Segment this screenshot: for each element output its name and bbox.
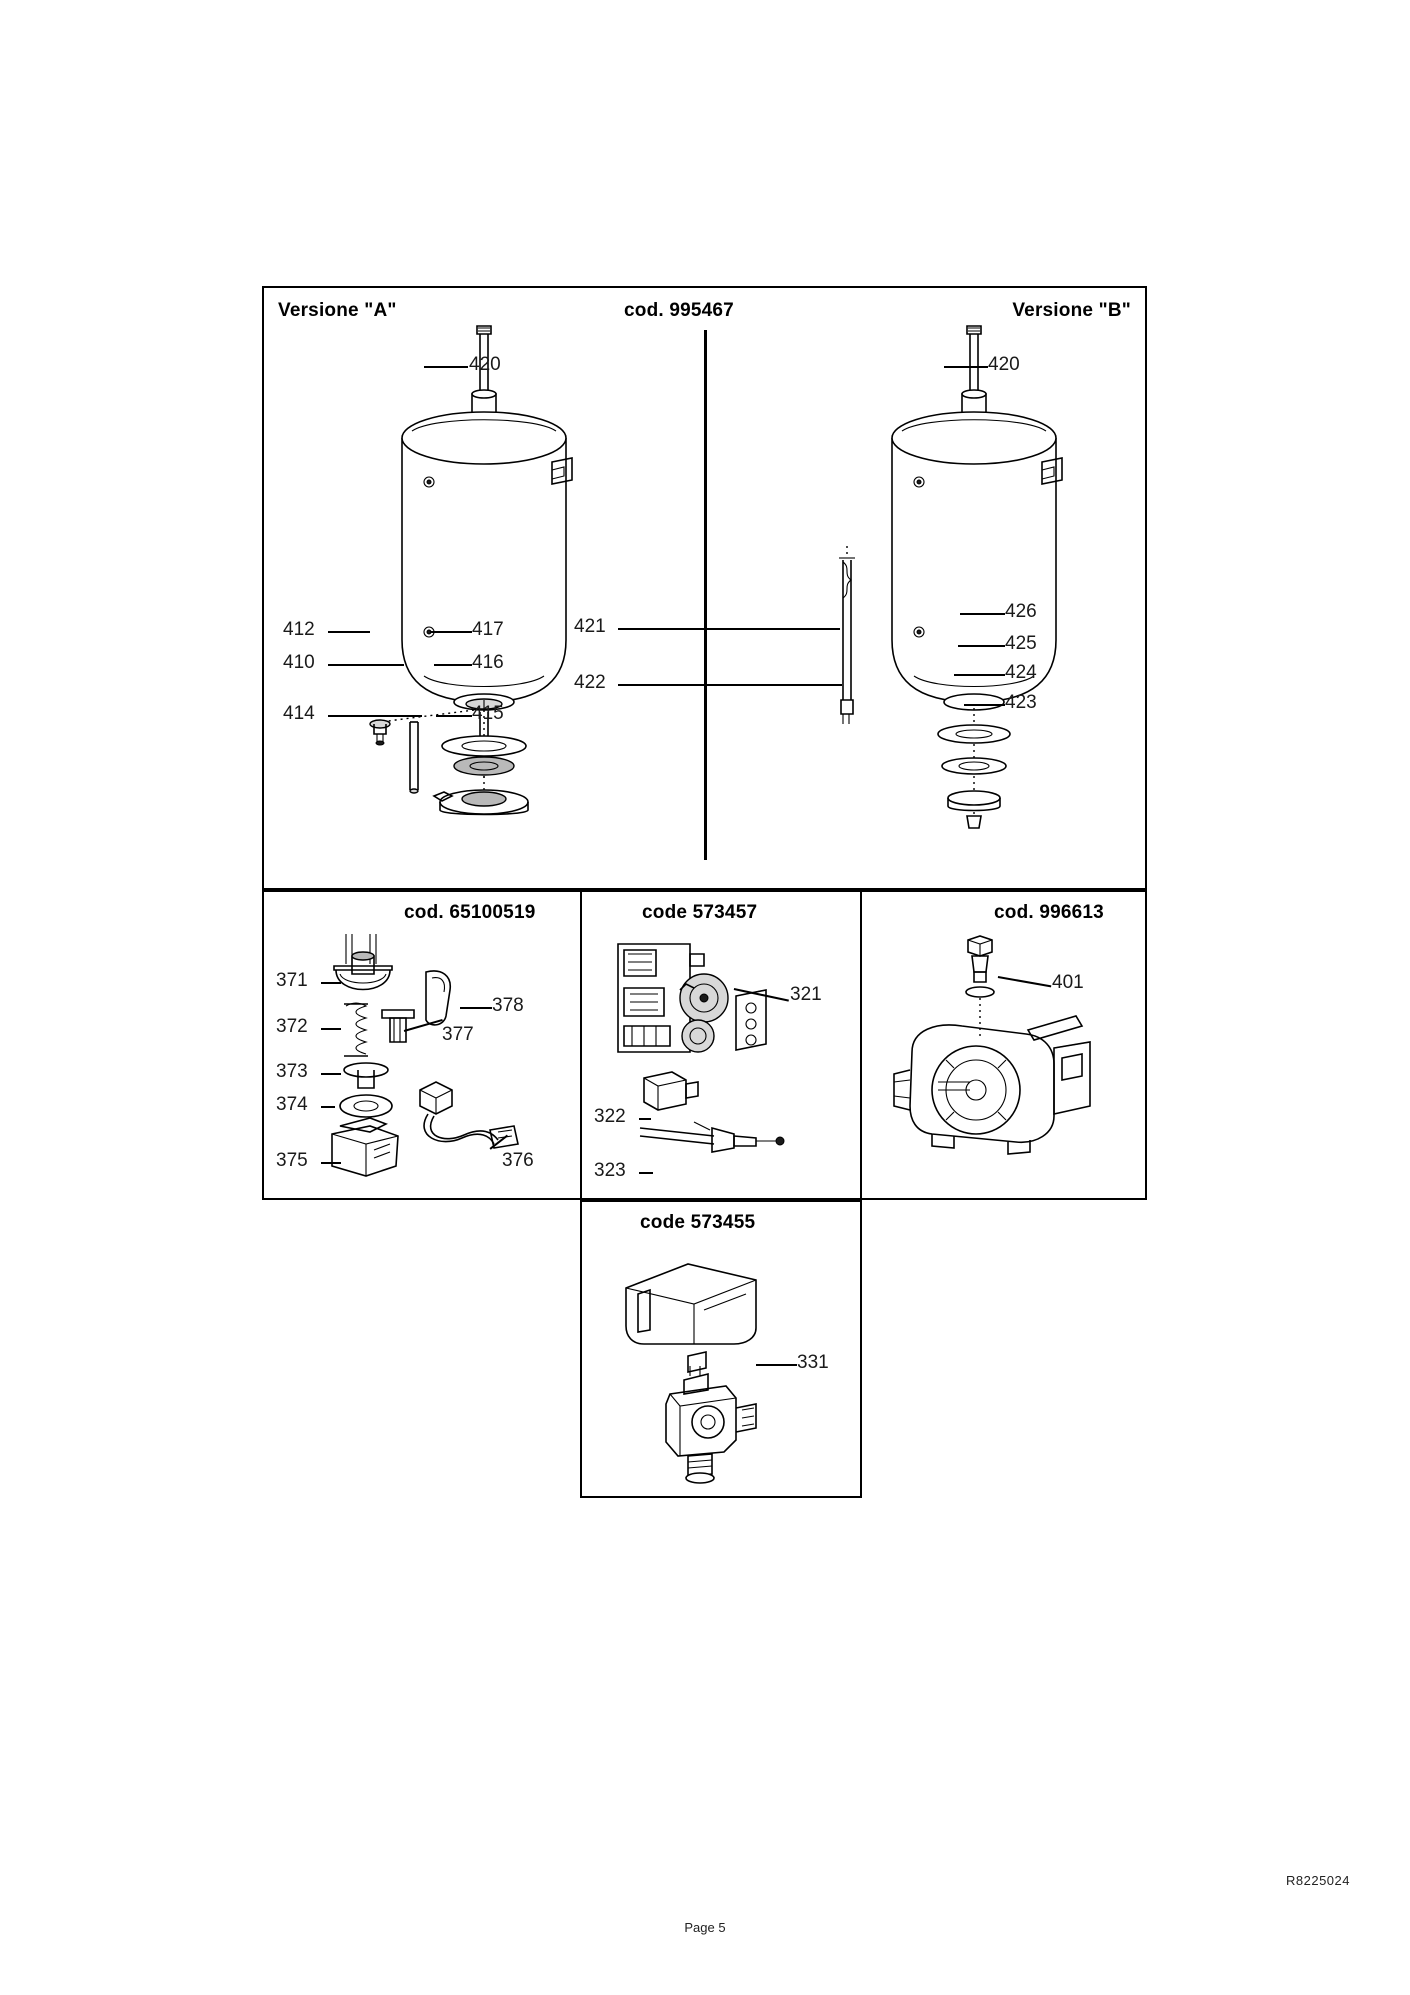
leader-421 bbox=[618, 628, 840, 630]
leader-424 bbox=[954, 674, 1005, 676]
leader-414 bbox=[328, 715, 422, 717]
callout-424: 424 bbox=[1005, 662, 1037, 683]
callout-374: 374 bbox=[276, 1094, 308, 1115]
callout-372: 372 bbox=[276, 1016, 308, 1037]
callout-322: 322 bbox=[594, 1106, 626, 1127]
switch-drawing bbox=[594, 932, 854, 1182]
callout-377: 377 bbox=[442, 1024, 474, 1045]
tank-a-drawing bbox=[284, 310, 704, 880]
callout-420-a: 420 bbox=[469, 354, 501, 375]
leader-410 bbox=[328, 664, 404, 666]
leader-322 bbox=[639, 1118, 651, 1120]
leader-375 bbox=[321, 1162, 341, 1164]
callout-420-b: 420 bbox=[988, 354, 1020, 375]
panel-title-code-573457: code 573457 bbox=[642, 902, 758, 923]
tank-b-drawing bbox=[719, 310, 1139, 880]
callout-426: 426 bbox=[1005, 601, 1037, 622]
callout-376: 376 bbox=[502, 1150, 534, 1171]
callout-414: 414 bbox=[283, 703, 315, 724]
callout-416: 416 bbox=[472, 652, 504, 673]
circulator-drawing bbox=[876, 930, 1138, 1192]
callout-412: 412 bbox=[283, 619, 315, 640]
panel-title-code-995467: cod. 995467 bbox=[624, 300, 734, 321]
panel-title-code-996613: cod. 996613 bbox=[994, 902, 1104, 923]
leader-323 bbox=[639, 1172, 653, 1174]
callout-331: 331 bbox=[797, 1352, 829, 1373]
page-number: Page 5 bbox=[684, 1920, 726, 1935]
callout-415: 415 bbox=[472, 703, 504, 724]
leader-378 bbox=[460, 1007, 492, 1009]
leader-422 bbox=[618, 684, 842, 686]
valve-panel bbox=[580, 1200, 862, 1498]
leader-372 bbox=[321, 1028, 341, 1030]
leader-417 bbox=[430, 631, 472, 633]
leader-371 bbox=[321, 982, 341, 984]
callout-373: 373 bbox=[276, 1061, 308, 1082]
leader-331 bbox=[756, 1364, 797, 1366]
panel-title-version-b: Versione "B" bbox=[1012, 300, 1131, 321]
callout-417: 417 bbox=[472, 619, 504, 640]
callout-401: 401 bbox=[1052, 972, 1084, 993]
callout-378: 378 bbox=[492, 995, 524, 1016]
callout-423: 423 bbox=[1005, 692, 1037, 713]
callout-425: 425 bbox=[1005, 633, 1037, 654]
circulator-panel bbox=[860, 890, 1147, 1200]
callout-421: 421 bbox=[574, 616, 606, 637]
leader-420-a bbox=[424, 366, 468, 368]
leader-412 bbox=[328, 631, 370, 633]
tank-panel bbox=[262, 286, 1147, 890]
leader-423 bbox=[964, 704, 1005, 706]
leader-420-b bbox=[944, 366, 988, 368]
leader-415 bbox=[436, 715, 472, 717]
callout-410: 410 bbox=[283, 652, 315, 673]
callout-323: 323 bbox=[594, 1160, 626, 1181]
pump-kit-panel bbox=[262, 890, 582, 1200]
callout-375: 375 bbox=[276, 1150, 308, 1171]
panel-title-version-a: Versione "A" bbox=[278, 300, 397, 321]
callout-422: 422 bbox=[574, 672, 606, 693]
document-code: R8225024 bbox=[1286, 1873, 1350, 1888]
callout-371: 371 bbox=[276, 970, 308, 991]
leader-425 bbox=[958, 645, 1005, 647]
leader-426 bbox=[960, 613, 1005, 615]
panel-divider bbox=[704, 330, 707, 860]
panel-title-code-65100519: cod. 65100519 bbox=[404, 902, 536, 923]
leader-373 bbox=[321, 1073, 341, 1075]
leader-416 bbox=[434, 664, 472, 666]
leader-374 bbox=[321, 1106, 335, 1108]
callout-321: 321 bbox=[790, 984, 822, 1005]
switch-panel bbox=[580, 890, 862, 1200]
panel-title-code-573455: code 573455 bbox=[640, 1212, 756, 1233]
